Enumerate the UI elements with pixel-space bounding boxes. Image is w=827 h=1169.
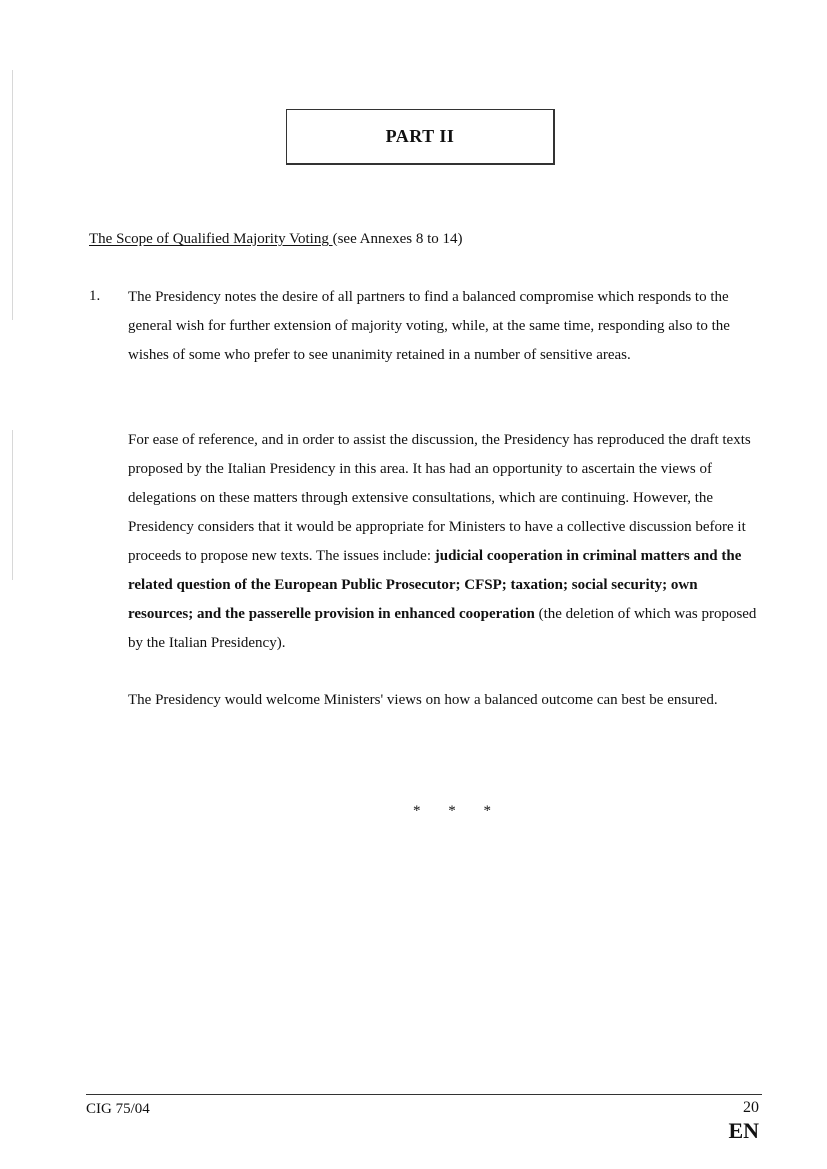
section-heading-annex-ref: (see Annexes 8 to 14) [332, 231, 463, 247]
section-heading-underlined: The Scope of Qualified Majority Voting [89, 231, 333, 247]
title-box [286, 109, 555, 165]
footer-language: EN [728, 1118, 759, 1143]
paragraph-closing [128, 686, 758, 715]
paragraph-intro-text: The Presidency notes the desire of all partners to find a balanced compromise which responds to the general wish for further extension of majority voting, while, at the same time, responding also to the wishes of some who prefer to see unanimity retained in a number of sensitive areas. [128, 289, 730, 363]
section-heading [89, 231, 463, 248]
reference-bold-issues: judicial cooperation in criminal matters and the related question of the European Public Prosecutor; CFSP; taxation; social security; own resources; and the passerelle provision in enhanced cooperation [128, 548, 742, 622]
paragraph-intro [128, 283, 758, 370]
footer-page-number: 20 [743, 1099, 759, 1116]
paragraph-reference [128, 426, 758, 658]
paragraph-closing-text: The Presidency would welcome Ministers' views on how a balanced outcome can best be ensured. [128, 692, 718, 708]
paragraph-number: 1. [89, 288, 101, 304]
section-separator: * * * [413, 803, 503, 819]
footer-rule [86, 1094, 762, 1095]
reference-end: (the deletion of which was proposed by the Italian Presidency). [128, 606, 757, 651]
reference-text: For ease of reference, and in order to assist the discussion, the Presidency has reproduced the draft texts proposed by the Italian Presidency in this area. It has had an opportunity to ascertain the views of delegations on these matters through extensive consultations, which are continuing. However, the Presidency considers that it would be appropriate for Ministers to have a collective discussion before it proceeds to propose new texts. The issues include: [128, 432, 751, 564]
footer-doc-ref: CIG 75/04 [86, 1101, 150, 1117]
page-title: PART II [385, 126, 455, 146]
scan-edge-mark [12, 70, 13, 320]
paragraph-reference-text [128, 426, 758, 658]
scan-edge-mark [12, 430, 13, 580]
